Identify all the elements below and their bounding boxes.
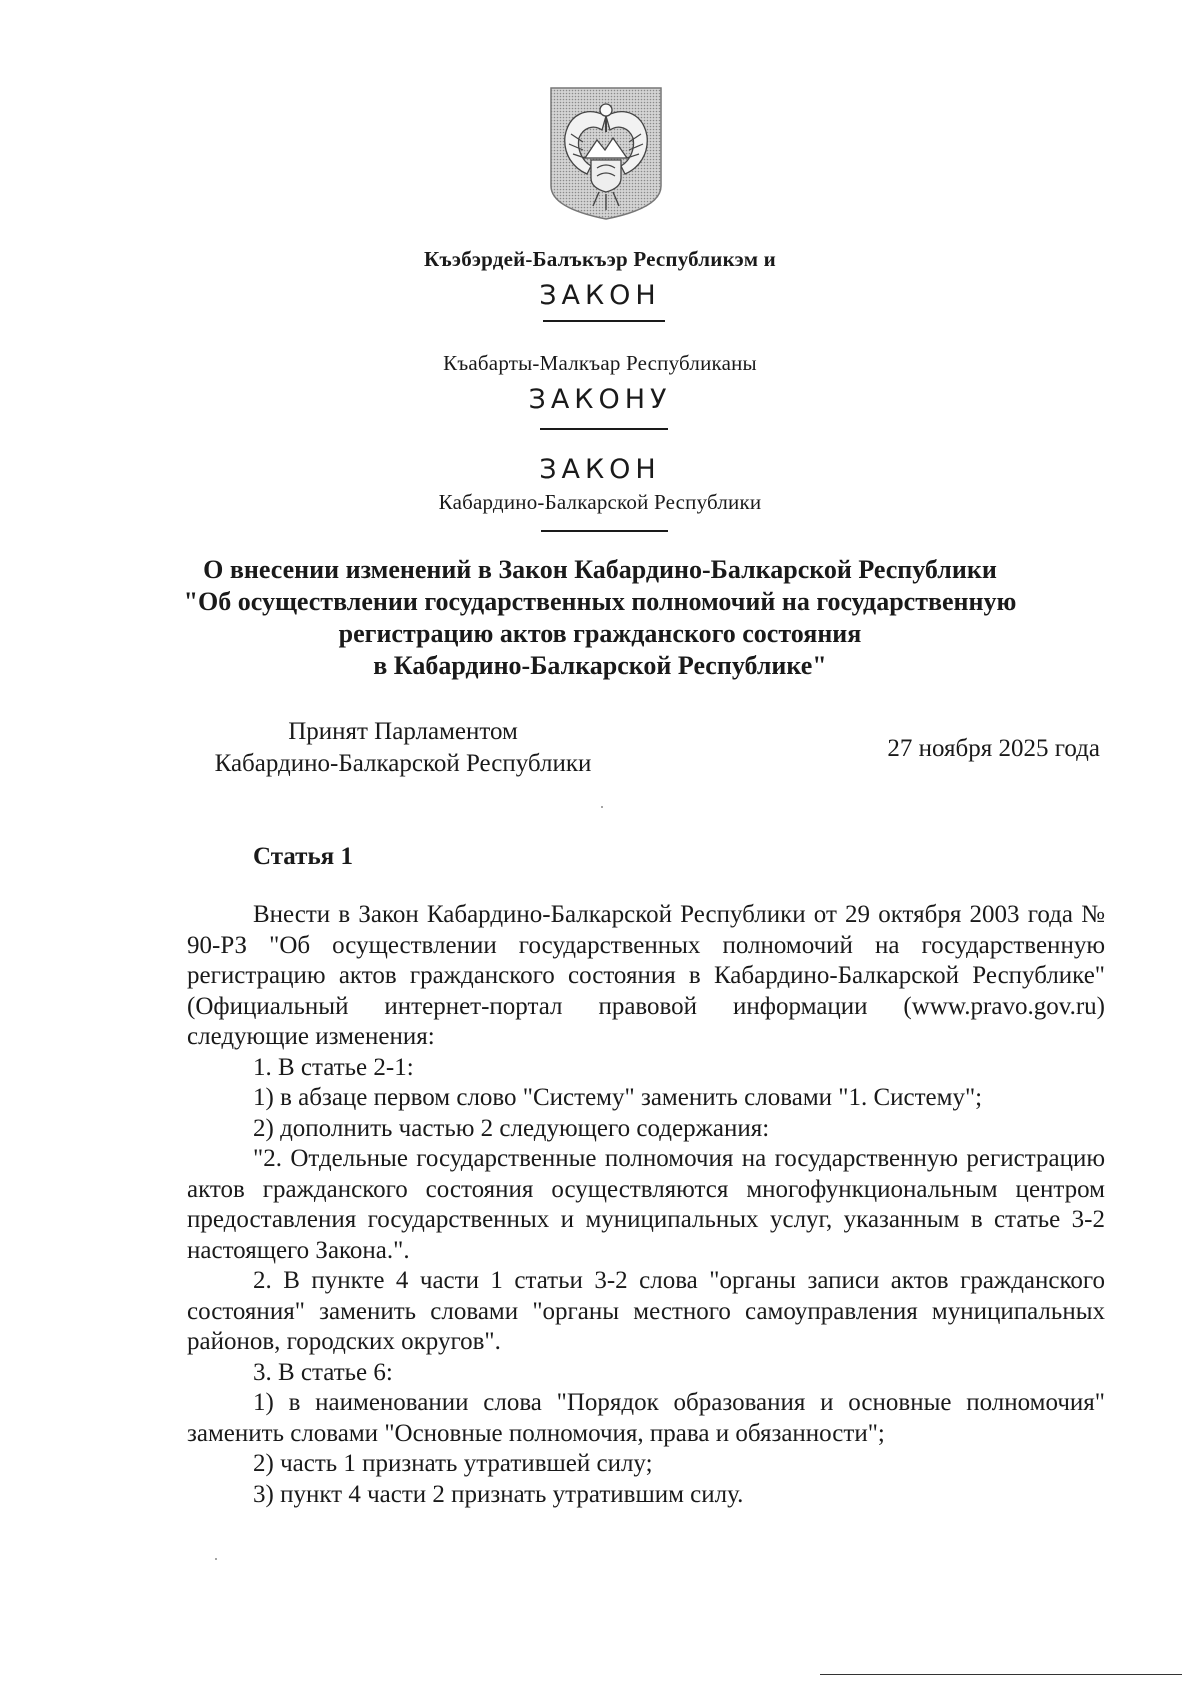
article-paragraph: 2. В пункте 4 части 1 статьи 3-2 слова "органы записи актов гражданского состояния" заменить словами "органы местного самоуправления муниципальных районов, городских округов". — [187, 1267, 1105, 1355]
article-paragraph: 1) в наименовании слова "Порядок образования и основные полномочия" заменить словами "Основные полномочия, права и обязанности"; — [187, 1389, 1105, 1447]
header-law-kabardian: ЗАКОН — [539, 280, 661, 311]
header-law-balkar: ЗАКОНУ — [528, 384, 672, 415]
divider-rule — [543, 320, 665, 322]
divider-rule — [540, 428, 668, 430]
scan-speck — [601, 806, 603, 808]
article-paragraph: 1. В статье 2-1: — [253, 1053, 414, 1081]
article-body — [187, 900, 1105, 1510]
adopted-by-line: Принят Парламентом — [288, 718, 518, 745]
article-paragraph: 3) пункт 4 части 2 признать утратившим силу. — [253, 1480, 744, 1508]
divider-rule — [541, 530, 668, 532]
header-balkar-line: Къабарты-Малкъар Республиканы — [443, 351, 757, 375]
article-paragraph: 3. В статье 6: — [253, 1358, 393, 1386]
article-paragraph: Внести в Закон Кабардино-Балкарской Республики от 29 октября 2003 года № 90-РЗ "Об осуществлении государственных полномочий на государственную регистрацию актов гражданского состояния в Кабардино-Балкарской Республике" (Официальный интернет-портал правовой информации (www.pravo.gov.ru) следующие изменения: — [187, 901, 1105, 1050]
article-paragraph: 2) часть 1 признать утратившей силу; — [253, 1450, 653, 1477]
header-law-russian: ЗАКОН — [539, 454, 661, 485]
law-title — [0, 554, 1200, 682]
adoption-date: 27 ноября 2025 года — [887, 735, 1100, 762]
coat-of-arms-emblem — [547, 86, 665, 220]
scan-speck — [215, 1558, 217, 1560]
header-russian-line: Кабардино-Балкарской Республики — [438, 490, 762, 514]
law-title-line: О внесении изменений в Закон Кабардино-Балкарской Республики — [203, 555, 997, 584]
adopted-by-line: Кабардино-Балкарской Республики — [214, 750, 592, 777]
header-kabardian-line: Къэбэрдей-Балъкъэр Республикэм и — [424, 247, 776, 271]
article-paragraph: 2) дополнить частью 2 следующего содержания: — [253, 1114, 770, 1142]
law-title-line: "Об осуществлении государственных полномочий на государственную — [183, 587, 1017, 616]
adopted-by-block — [183, 716, 623, 780]
article-heading: Статья 1 — [253, 843, 353, 870]
article-paragraph: 1) в абзаце первом слово "Систему" заменить словами "1. Систему"; — [253, 1084, 983, 1111]
page-edge-line — [820, 1674, 1182, 1675]
article-paragraph: "2. Отдельные государственные полномочия на государственную регистрацию актов гражданского состояния осуществляются многофункциональным центром предоставления государственных и муниципальных услуг, указанным в статье 3-2 настоящего Закона.". — [187, 1145, 1105, 1264]
law-title-line: в Кабардино-Балкарской Республике" — [373, 651, 827, 680]
law-title-line: регистрацию актов гражданского состояния — [338, 619, 862, 648]
